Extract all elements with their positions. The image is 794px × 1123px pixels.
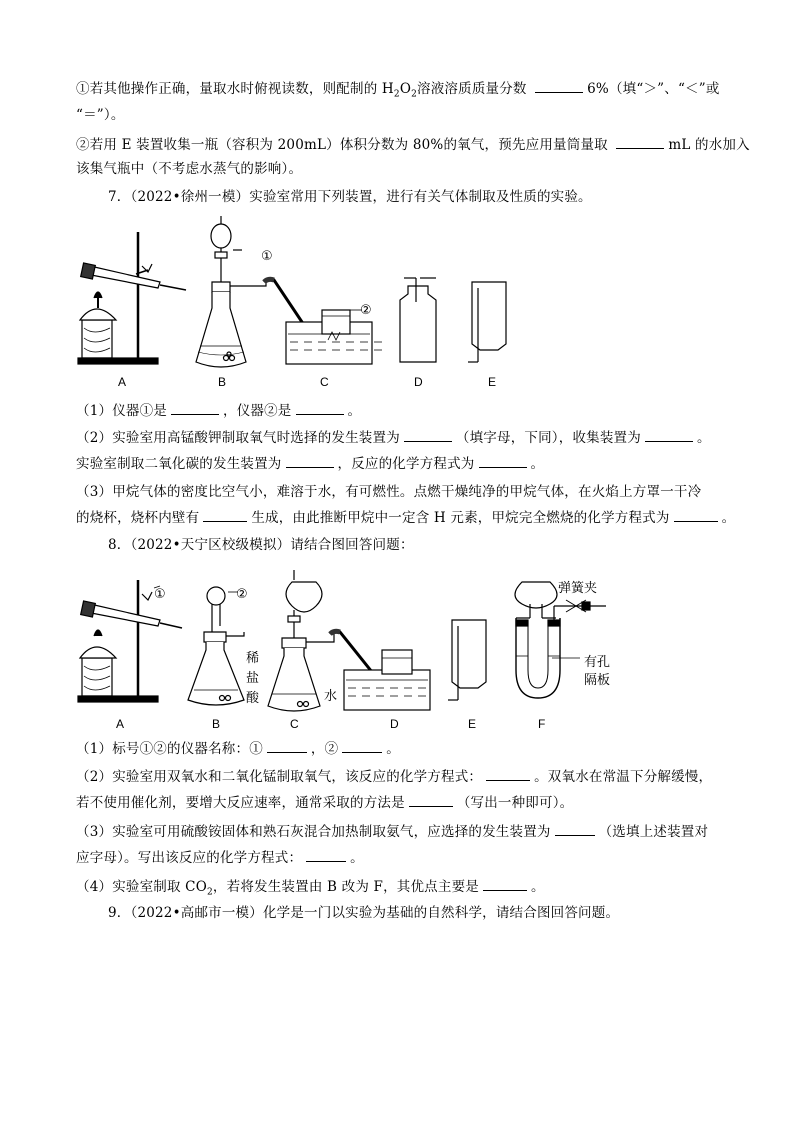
answer-blank[interactable] <box>555 821 595 836</box>
answer-blank[interactable] <box>645 427 693 442</box>
q8-marker-2: ② <box>236 587 248 602</box>
answer-blank[interactable] <box>535 78 583 93</box>
q8-part2-line2: 若不使用催化剂，要增大反应速率，通常采取的方法是 （写出一种即可）。 <box>76 792 724 813</box>
q8-plate-label-1: 有孔 <box>584 655 611 670</box>
answer-blank[interactable] <box>479 453 527 468</box>
answer-blank[interactable] <box>286 453 334 468</box>
q7-label-a: A <box>118 375 127 389</box>
answer-blank[interactable] <box>171 400 219 415</box>
q8-acid-label-1: 稀 <box>246 651 260 666</box>
answer-blank[interactable] <box>203 507 247 522</box>
q7-label-d: D <box>414 375 423 389</box>
q7-part2-line2: 实验室制取二氧化碳的发生装置为 ，反应的化学方程式为 。 <box>76 453 724 474</box>
answer-blank[interactable] <box>616 134 664 149</box>
q7-part1: （1）仪器①是 ，仪器②是 。 <box>76 400 724 421</box>
q8-water-label: 水 <box>324 689 338 704</box>
q7-d-gas-bottle <box>400 286 436 362</box>
answer-blank[interactable] <box>409 792 453 807</box>
q7-part3-line2: 的烧杯，烧杯内壁有 生成，由此推断甲烷中一定含 H 元素，甲烷完全燃烧的化学方程式为 。 <box>76 507 724 528</box>
q8-marker-1: ① <box>154 587 166 602</box>
q8-part4: （4）实验室制取 $CO_2$，若将发生装置由 B 改为 F，其优点主要是 。 <box>76 876 724 903</box>
q8-plate-label-2: 隔板 <box>584 673 611 688</box>
q6-item2-line2: 该集气瓶中（不考虑水蒸气的影响）。 <box>76 161 303 177</box>
answer-blank[interactable] <box>404 427 452 442</box>
q7-label-b: B <box>218 375 227 389</box>
answer-blank[interactable] <box>342 738 382 753</box>
q6-item1-line2: “＝”）。 <box>76 107 125 123</box>
q7-b-funnel-bulb <box>211 224 231 248</box>
q8-spring-clip-label: 弹簧夹 <box>558 581 598 596</box>
q7-a-alcohol-lamp <box>80 309 116 320</box>
q8-label-e: E <box>468 717 477 731</box>
q8-part1: （1）标号①②的仪器名称：① ，② 。 <box>76 738 724 759</box>
q8-acid-label-2: 盐 <box>246 671 260 686</box>
q7-apparatus-svg <box>76 212 536 392</box>
q6-item1-line1: ①若其他操作正确，量取水时俯视读数，则配制的 $H_2O_2$溶液溶质质量分数 6%（填“＞”、“＜”或 <box>76 78 724 105</box>
q8-label-a: A <box>116 717 125 731</box>
q8-label-b: B <box>212 717 221 731</box>
q7-e-bottle <box>472 282 506 350</box>
q6-item2-line1: ②若用 E 装置收集一瓶（容积为 200mL）体积分数为 80%的氧气，预先应用量筒量取 mL 的水加入 <box>76 134 724 155</box>
q7-c-gas-bottle <box>322 310 350 334</box>
q7-b-conical-flask <box>196 292 246 367</box>
answer-blank[interactable] <box>674 507 718 522</box>
answer-blank[interactable] <box>483 876 527 891</box>
q7-title: 7．（2022•徐州一模）实验室常用下列装置，进行有关气体制取及性质的实验。 <box>108 189 592 205</box>
q7-part2-line1: （2）实验室用高锰酸钾制取氧气时选择的发生装置为 （填字母，下同），收集装置为 。 <box>76 427 724 448</box>
q8-title: 8．（2022•天宁区校级模拟）请结合图回答问题： <box>108 537 414 553</box>
q8-label-c: C <box>290 717 299 731</box>
q7-marker-2: ② <box>360 303 372 318</box>
q7-marker-1: ① <box>261 249 273 264</box>
q8-part3-line1: （3）实验室可用硫酸铵固体和熟石灰混合加热制取氨气，应选择的发生装置为 （选填上述装置对 <box>76 821 724 842</box>
q7-a-stand-base <box>78 358 158 364</box>
q9-title: 9．（2022•高邮市一模）化学是一门以实验为基础的自然科学，请结合图回答问题。 <box>108 905 620 921</box>
q8-label-f: F <box>538 717 546 731</box>
q8-part3-line2: 应字母）。写出该反应的化学方程式： 。 <box>76 847 724 868</box>
q7-label-e: E <box>488 375 497 389</box>
q7-label-c: C <box>320 375 329 389</box>
q7-apparatus-figure <box>76 212 536 392</box>
q8-label-d: D <box>390 717 399 731</box>
q8-apparatus-figure <box>76 566 636 736</box>
answer-blank[interactable] <box>486 766 530 781</box>
answer-blank[interactable] <box>296 400 344 415</box>
answer-blank[interactable] <box>306 847 346 862</box>
answer-blank[interactable] <box>267 738 307 753</box>
q8-apparatus-svg <box>76 566 636 736</box>
q8-part2-line1: （2）实验室用双氧水和二氧化锰制取氧气，该反应的化学方程式： 。双氧水在常温下分解缓慢， <box>76 766 724 787</box>
q8-acid-label-3: 酸 <box>246 691 260 706</box>
q7-part3-line1: （3）甲烷气体的密度比空气小，难溶于水，有可燃性。点燃干燥纯净的甲烷气体，在火焰上方罩一干冷 <box>76 484 702 500</box>
